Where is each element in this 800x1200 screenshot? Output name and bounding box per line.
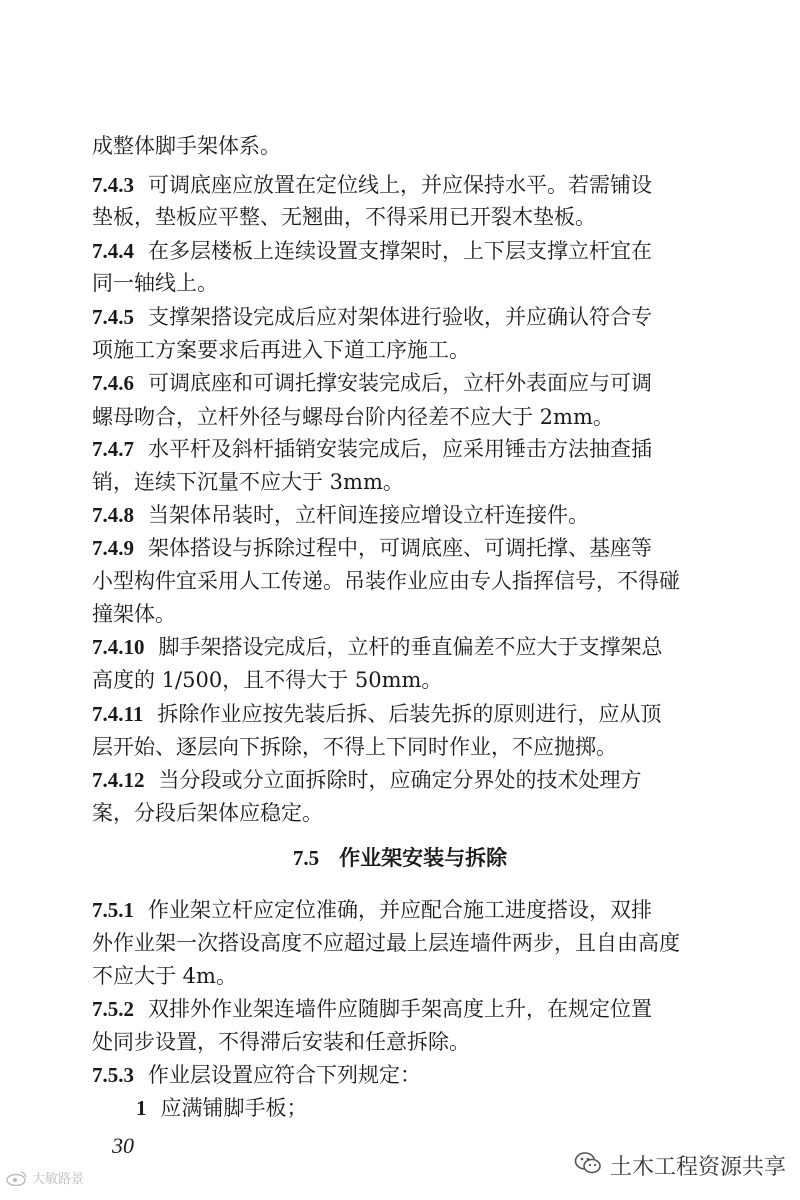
clause-text: 在多层楼板上连续设置支撑架时，上下层支撑立杆宜在 <box>148 239 652 263</box>
clause-text: 双排外作业架连墙件应随脚手架高度上升，在规定位置 <box>148 997 652 1021</box>
list-item-number: 1 <box>136 1096 147 1120</box>
text-line <box>136 1091 696 1125</box>
text-line <box>92 597 712 631</box>
text-line <box>92 893 712 927</box>
clause-number: 7.4.6 <box>92 371 134 395</box>
text-line <box>92 796 712 830</box>
clause-text: 垫板，垫板应平整、无翘曲，不得采用已开裂木垫板。 <box>92 205 596 229</box>
clause-text: 拆除作业应按先装后拆、后装先拆的原则进行，应从顶 <box>157 702 662 726</box>
list-item-text: 应满铺脚手板； <box>160 1096 308 1120</box>
weibo-icon <box>6 1170 28 1190</box>
text-line <box>92 730 712 764</box>
text-line <box>92 266 712 300</box>
clause-number: 7.4.10 <box>92 635 145 659</box>
text-line <box>92 400 712 434</box>
clause-text: 当分段或分立面拆除时，应确定分界处的技术处理方 <box>158 768 642 792</box>
clause-text: 案，分段后架体应稳定。 <box>92 801 323 825</box>
text-line <box>92 1058 712 1092</box>
clause-text: 处同步设置，不得滞后安装和任意拆除。 <box>92 1030 470 1054</box>
text-line <box>92 1025 712 1059</box>
clause-text: 可调底座应放置在定位线上，并应保持水平。若需铺设 <box>148 173 652 197</box>
clause-text: 小型构件宜采用人工传递。吊装作业应由专人指挥信号，不得碰 <box>92 569 680 593</box>
clause-text: 撞架体。 <box>92 602 176 626</box>
text-line <box>92 663 712 697</box>
clause-number: 7.4.4 <box>92 239 134 263</box>
watermark-right-text: 土木工程资源共享 <box>609 1155 786 1180</box>
clause-text: 作业架立杆应定位准确，并应配合施工进度搭设，双排 <box>148 898 652 922</box>
text-line <box>92 432 712 466</box>
text-line <box>92 992 712 1026</box>
clause-number: 7.4.9 <box>92 536 134 560</box>
text-line <box>92 763 712 797</box>
clause-text: 层开始、逐层向下拆除，不得上下同时作业，不应抛掷。 <box>92 735 617 759</box>
clause-number: 7.4.12 <box>92 768 145 792</box>
clause-number: 7.4.5 <box>92 305 134 329</box>
text-line <box>92 333 712 367</box>
clause-text: 高度的 1/500，且不得大于 50mm。 <box>92 668 443 692</box>
clause-text: 支撑架搭设完成后应对架体进行验收，并应确认符合专 <box>148 305 652 329</box>
clause-text: 同一轴线上。 <box>92 271 218 295</box>
text-line <box>92 234 712 268</box>
wechat-icon <box>574 1151 602 1181</box>
clause-text: 项施工方案要求后再进入下道工序施工。 <box>92 338 470 362</box>
text-line <box>92 959 712 993</box>
text-line <box>92 168 712 202</box>
clause-text: 当架体吊装时，立杆间连接应增设立杆连接件。 <box>148 503 589 527</box>
clause-text: 螺母吻合，立杆外径与螺母台阶内径差不应大于 2mm。 <box>92 405 614 429</box>
section-number: 7.5 <box>292 846 320 870</box>
clause-text: 作业层设置应符合下列规定： <box>148 1063 421 1087</box>
clause-number: 7.4.8 <box>92 503 134 527</box>
clause-number: 7.4.3 <box>92 173 134 197</box>
watermark-left-text: 大敏路景 <box>32 1172 85 1187</box>
watermark-right <box>574 1150 786 1181</box>
clause-number: 7.5.3 <box>92 1063 134 1087</box>
clause-text: 外作业架一次搭设高度不应超过最上层连墙件两步，且自由高度 <box>92 931 680 955</box>
clause-number: 7.5.1 <box>92 898 134 922</box>
section-title-text: 作业架安装与拆除 <box>339 846 508 870</box>
clause-text: 水平杆及斜杆插销安装完成后，应采用锤击方法抽查插 <box>148 437 652 461</box>
text-line <box>92 129 712 163</box>
text-line <box>92 531 712 565</box>
text-line <box>92 697 712 731</box>
text-line <box>92 564 712 598</box>
page-number: 30 <box>112 1133 134 1158</box>
text-line <box>92 300 712 334</box>
clause-text: 可调底座和可调托撑安装完成后，立杆外表面应与可调 <box>148 371 652 395</box>
text-line <box>92 200 712 234</box>
watermark-left <box>6 1168 84 1190</box>
clause-text: 成整体脚手架体系。 <box>92 134 281 158</box>
text-line <box>92 366 712 400</box>
text-line <box>92 498 712 532</box>
section-heading <box>0 841 800 875</box>
clause-number: 7.4.11 <box>92 702 144 726</box>
text-line <box>92 926 712 960</box>
clause-text: 销，连续下沉量不应大于 3mm。 <box>92 470 404 494</box>
text-line <box>92 465 712 499</box>
clause-number: 7.4.7 <box>92 437 134 461</box>
text-line <box>92 630 712 664</box>
clause-text: 脚手架搭设完成后，立杆的垂直偏差不应大于支撑架总 <box>158 635 663 659</box>
clause-number: 7.5.2 <box>92 997 134 1021</box>
clause-text: 不应大于 4m。 <box>92 964 237 988</box>
clause-text: 架体搭设与拆除过程中，可调底座、可调托撑、基座等 <box>148 536 652 560</box>
